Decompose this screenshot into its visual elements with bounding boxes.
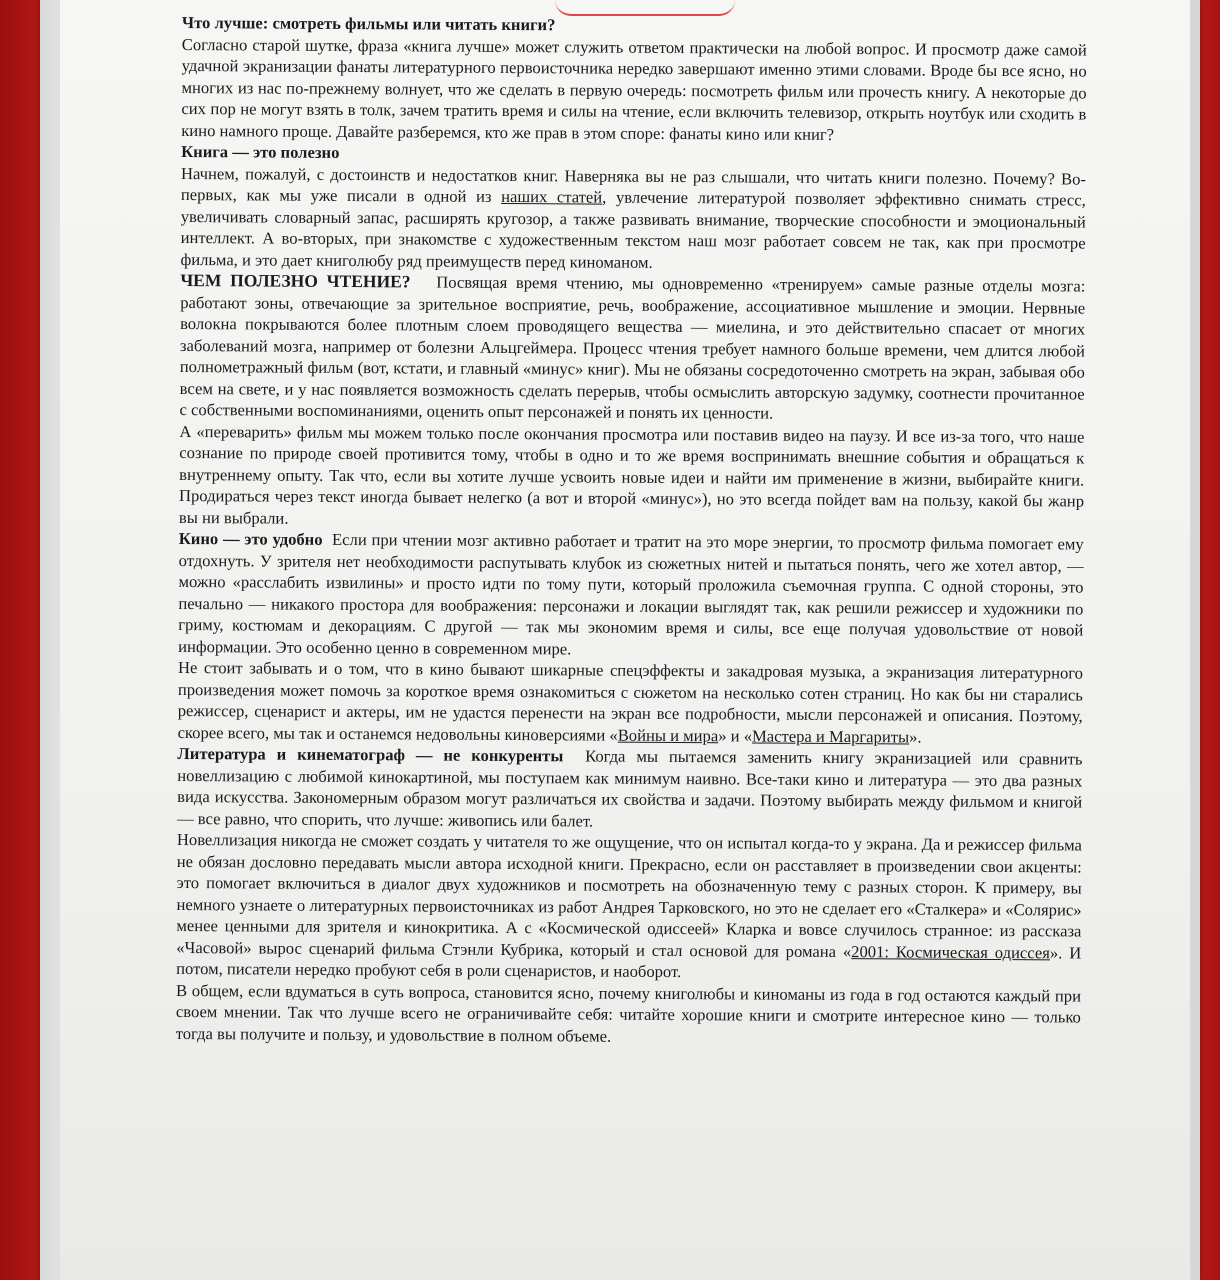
cinema-heading: Кино — это удобно <box>178 528 323 549</box>
cinema-text-2-start: Не стоит забывать и о том, что в кино бывают шикарные спецэффекты и закадровая музыка, а экранизация литературного произведения может помочь за короткое время ознакомиться с сюжетом на несколько сотен страниц. Но как бы ни старались режиссер, сценарист и актеры, им не удастся перенести на экран все подробности, мысли персонажей и описания. Поэтому, скорее всего, мы так и останемся недовольны киноверсиями « <box>177 657 1084 745</box>
book-text-end: , увлечение литературой позволяет эффективно снимать стресс, увеличивать словарный запас, расширять кругозор, а также развивать внимание, творческие способности и эмоциональный интеллект. А во-вторых, при знакомстве с художественным текстом наш мозг работает совсем не так, как при просмотре фильма, и это дает книголюбу ряд преимуществ перед киноманом. <box>180 187 1086 272</box>
articles-link[interactable]: наших статей <box>501 186 603 207</box>
article-text <box>176 12 1087 1050</box>
cinema-text-2-end: ». <box>909 726 922 747</box>
book-text-start: Начнем, пожалуй, с достоинств и недостатков книг. Наверняка вы не раз слышали, что читать книги полезно. Почему? Во-первых, как мы уже писали в одной из <box>180 163 1087 206</box>
war-and-peace-link[interactable]: Войны и мира <box>617 725 719 745</box>
literature-paragraph-2 <box>176 829 1082 985</box>
literature-text-1: Когда мы пытаемся заменить книгу экранизацией или сравнить новеллизацию с любимой кинокартиной, мы поступаем как минимум наивно. Все-таки кино и литература — это два разных вида искусства. Закономерным образом могут различаться их свойства и задачи. Поэтому выбирать между фильмом и книгой — все равно, что спорить, что лучше: живопись или балет. <box>177 746 1083 831</box>
reading-heading: ЧЕМ ПОЛЕЗНО ЧТЕНИЕ? <box>180 269 411 292</box>
literature-text-2-start: Новеллизация никогда не сможет создать у читателя то же ощущение, что он испытал когда-то у экрана. Да и режиссер фильма не обязан дословно передавать мысли автора исходной книги. Прекрасно, если он расставляет в произведении свои акценты: это помогает включиться в диалог двух художников и посмотреть на обозначенную тему с разных сторон. К примеру, вы немного узнаете о литературных первоисточниках из работ Андрея Тарковского, но это не сделает его «Сталкера» и «Солярис» менее ценными для зрителя и кинокритика. А с «Космической одиссеей» Кларка и вовсе случилось странное: из рассказа «Часовой» вырос сценарий фильма Стэнли Кубрика, который и стал основой для романа « <box>176 829 1082 961</box>
literature-text-2-end: ». И потом, писатели нередко пробуют себя в роли сценаристов, и наоборот. <box>176 942 1082 982</box>
cinema-text-1: Если при чтении мозг активно работает и тратит на это море энергии, то просмотр фильма помогает ему отдохнуть. У зрителя нет необходимости распутывать клубок из сюжетных нитей и пытаться понять, чего же хотел автор, — можно «расслабить извилины» и просто идти по тому пути, который проложила съемочная группа. С одной стороны, это печально — никакого простора для воображения: персонажи и локации выглядят так, как решили режиссер и художники по гриму, костюмам и декорациям. С другой — так мы экономим время и силы, все еще получая удовольствие от новой информации. Это особенно ценно в современном мире. <box>178 529 1084 658</box>
literature-heading: Литература и кинематограф — не конкуренты <box>177 743 564 766</box>
book-heading: Книга — это полезно <box>181 141 340 162</box>
reading-text-1: Посвящая время чтению, мы одновременно «тренируем» самые разные отделы мозга: работают зоны, отвечающие за зрительное восприятие, речь, воображение, ассоциативное мышление и эмоции. Нервные волокна покрываются более плотным слоем проводящего вещества — миелина, и это действительно спасает от многих заболеваний мозга, например от болезни Альцгеймера. Процесс чтения требует намного больше времени, чем длится любой полнометражный фильм (вот, кстати, и главный «минус» книг). Мы не обязаны сосредоточенно смотреть на экран, забывая обо всем на свете, и у нас появляется возможность сделать перерыв, чтобы осмыслить авторскую задумку, соотнести прочитанное с собственными воспоминаниями, оценить опыт персонажей и понять их ценности. <box>179 272 1086 423</box>
reading-paragraph-2: А «переварить» фильм мы можем только после окончания просмотра или поставив видео на паузу. И все из-за того, что наше сознание по природе своей противится тому, чтобы в одно и то же время воспринимать внешние события и обращаться к внутреннему опыту. Так что, если вы хотите лучше усвоить новые идеи и найти им применение в жизни, выбирайте книги. Продираться через текст иногда бывает нелегко (а вот и второй «минус»), но это всегда пойдет вам на пользу, какой бы жанр вы ни выбрали. <box>178 421 1085 528</box>
reading-paragraph-1 <box>180 270 1086 426</box>
cinema-paragraph-2 <box>178 657 1084 749</box>
literature-paragraph-1 <box>177 743 1083 835</box>
cinema-paragraph-1 <box>178 528 1084 663</box>
article-title: Что лучше: смотреть фильмы или читать книги? <box>181 12 556 35</box>
cinema-text-2-mid: » и « <box>718 725 753 745</box>
conclusion-paragraph: В общем, если вдуматься в суть вопроса, становится ясно, почему книголюбы и киноманы из года в год остаются каждый при своем мнении. Так что лучше всего не ограничивайте себя: читайте хорошие книги и смотрите интересное кино — только тогда вы получите и пользу, и удовольствие в полном объеме. <box>175 980 1082 1046</box>
master-and-margarita-link[interactable]: Мастера и Маргариты <box>751 725 910 746</box>
space-odyssey-link[interactable]: 2001: Космическая одиссея <box>851 941 1050 962</box>
book-paragraph <box>180 162 1086 275</box>
intro-paragraph: Согласно старой шутке, фраза «книга лучше» может служить ответом практически на любой вопрос. И просмотр даже самой удачной экранизации фанаты литературного первоисточника нередко завершают именно этими словами. Вроде бы все ясно, но многих из нас по-прежнему волнует, что же сделать в первую очередь: посмотреть фильм или прочесть книгу. А некоторые до сих пор не могут взять в толк, зачем тратить время и силы на чтение, если включить телевизор, открыть ноутбук или сходить в кино намного проще. Давайте разберемся, кто же прав в этом споре: фанаты кино или книг? <box>181 34 1087 144</box>
